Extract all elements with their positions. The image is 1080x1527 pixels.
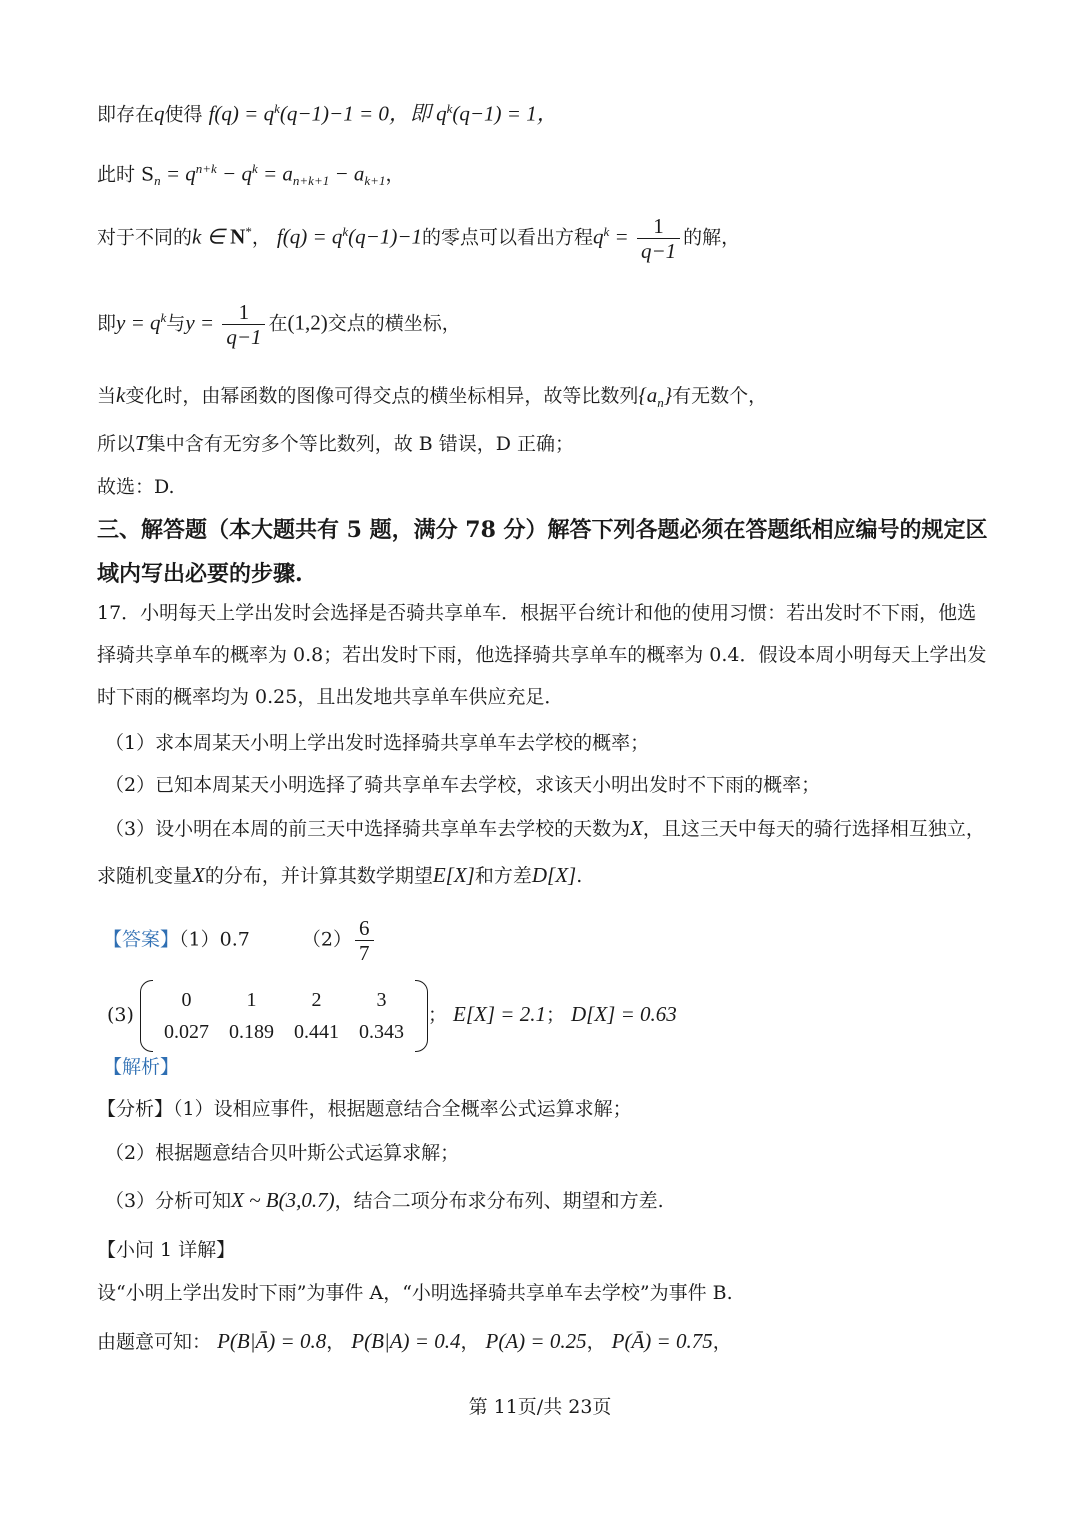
detail-1: 设“小明上学出发时下雨”为事件 A，“小明选择骑共享单车去学校”为事件 B. xyxy=(97,1282,733,1304)
table-row xyxy=(154,984,414,1016)
prob-cell: 0.189 xyxy=(228,1021,274,1043)
text-span: ， xyxy=(385,163,405,186)
text-span: 有无数个， xyxy=(672,385,768,407)
math-span: f(q) = q xyxy=(276,224,343,249)
math-span: = a xyxy=(257,161,293,186)
answer-3-label: (3) xyxy=(107,1004,134,1026)
math-span: − a xyxy=(329,161,365,186)
text-span: 在 xyxy=(268,312,288,335)
math-span: E[X] xyxy=(432,863,475,887)
math-span: = xyxy=(609,224,634,249)
math-span: X ~ B(3,0.7) xyxy=(231,1188,335,1212)
answer-2-fraction xyxy=(355,916,374,965)
math-span: y = q xyxy=(116,310,161,335)
math-sub: n+k+1 xyxy=(292,173,330,189)
math-span: X xyxy=(192,863,205,887)
text-span: 使得 xyxy=(164,103,203,126)
text-span: 即存在 xyxy=(97,103,155,126)
question-2: （2）已知本周某天小明选择了骑共享单车去学校，求该天小明出发时不下雨的概率； xyxy=(105,774,821,796)
analysis-tag: 【解析】 xyxy=(103,1056,180,1078)
text-line-2 xyxy=(97,156,990,194)
text-span: 的零点可以看出方程 xyxy=(421,226,593,249)
text-span: （3）设小明在本周的前三天中选择骑共享单车去学校的天数为 xyxy=(105,818,631,840)
math-span: (q−1)−1 xyxy=(348,224,422,249)
math-span: P(Ā) = 0.75 xyxy=(611,1329,713,1353)
fraction-numerator: 1 xyxy=(238,300,250,324)
math-sub: n xyxy=(657,394,664,410)
math-span: } xyxy=(663,383,673,407)
section-heading: 三、解答题（本大题共有 5 题，满分 78 分）解答下列各题必须在答题纸相应编号的规定区域内写出必要的步骤. xyxy=(97,517,988,587)
math-span: D[X] xyxy=(531,863,577,887)
text-span: 求随机变量 xyxy=(97,865,193,887)
math-sub: n xyxy=(154,173,161,189)
math-sup: n+k xyxy=(195,161,217,176)
fraction-denominator: 7 xyxy=(355,940,374,965)
math-span: k xyxy=(116,383,126,407)
text-span: ，结合二项分布求分布列、期望和方差. xyxy=(334,1190,664,1212)
math-span: T xyxy=(135,431,147,455)
answer-2-label: （2） xyxy=(301,928,353,951)
value-cell: 2 xyxy=(311,989,322,1011)
answer-3-line xyxy=(107,984,990,1048)
text-span: ； xyxy=(427,1004,447,1026)
math-span: q xyxy=(154,101,165,126)
math-span: P(B|Ā) = 0.8 xyxy=(217,1329,327,1353)
text-line-7 xyxy=(97,474,990,500)
distribution-table xyxy=(154,984,414,1048)
fraction-denominator: q−1 xyxy=(637,238,680,263)
math-span: {a xyxy=(638,383,658,407)
math-sup: k xyxy=(342,224,349,240)
question-3 xyxy=(105,815,990,842)
expectation: E[X] = 2.1 xyxy=(453,1002,546,1026)
math-span: k ∈ xyxy=(192,224,231,249)
math-span: − q xyxy=(216,161,252,186)
left-bracket xyxy=(140,980,153,1052)
prob-cell: 0.343 xyxy=(358,1021,404,1043)
text-span: 交点的横坐标， xyxy=(327,312,461,335)
value-cell: 0 xyxy=(181,989,192,1011)
text-span: ， xyxy=(326,1331,346,1353)
text-span: ， xyxy=(712,1331,732,1353)
fraction-denominator: q−1 xyxy=(222,324,265,349)
text-span: 对于不同的 xyxy=(97,226,193,249)
math-span: = q xyxy=(160,161,196,186)
question-1: （1）求本周某天小明上学出发时选择骑共享单车去学校的概率； xyxy=(105,732,650,754)
text-span: 的分布，并计算其数学期望 xyxy=(204,865,433,887)
text-span: 与 xyxy=(166,312,186,335)
math-sup: k xyxy=(274,101,280,116)
math-span: (q−1)−1 = 0，即 q xyxy=(279,101,447,126)
table-row xyxy=(154,1016,414,1048)
math-bold: N xyxy=(230,224,246,249)
text-span: ； xyxy=(545,1004,565,1026)
answer-1: （1）0.7 xyxy=(179,928,250,951)
math-sup: k xyxy=(603,224,610,240)
math-span: y = xyxy=(185,310,220,335)
detail-2 xyxy=(97,1328,990,1355)
math-span: (q−1) = 1， xyxy=(452,101,558,126)
text-span: 和方差 xyxy=(474,865,532,887)
math-span: (1,2) xyxy=(287,310,328,335)
text-span: ，且这三天中每天的骑行选择相互独立， xyxy=(642,818,985,840)
text-span: 即 xyxy=(97,312,117,335)
question-3-cont xyxy=(97,862,990,889)
text-span: ， xyxy=(586,1331,606,1353)
math-span: P(B|A) = 0.4 xyxy=(351,1329,461,1353)
text-span: 的解， xyxy=(683,226,741,249)
analysis-tag-line xyxy=(103,1054,990,1080)
math-span: q xyxy=(593,224,604,249)
math-sup: k xyxy=(251,161,258,176)
text-span: ， xyxy=(251,226,271,249)
fraction xyxy=(222,300,265,349)
analysis-3 xyxy=(105,1187,990,1214)
text-span: （3）分析可知 xyxy=(105,1190,232,1212)
detail-title: 【小问 1 详解】 xyxy=(97,1239,236,1261)
prob-cell: 0.027 xyxy=(163,1021,209,1043)
text-line-1 xyxy=(97,96,990,127)
text-span: 所以 xyxy=(97,433,136,455)
analysis-1: 【分析】（1）设相应事件，根据题意结合全概率公式运算求解； xyxy=(97,1098,632,1120)
math-sub: k+1 xyxy=(364,173,386,189)
math-sup: * xyxy=(245,224,252,240)
problem-statement: 17．小明每天上学出发时会选择是否骑共享单车．根据平台统计和他的使用习惯：若出发时不下雨，他选择骑共享单车的概率为 0.8；若出发时下雨，他选择骑共享单车的概率为 0.4．假设本周小明每天上学出发时下雨的概率均为 0.25，且出发地共享单车供应充足． xyxy=(97,602,987,708)
text-line-5 xyxy=(97,382,990,416)
text-line-3 xyxy=(97,214,990,263)
text-span: 故选：D. xyxy=(97,476,175,498)
text-span: 集中含有无穷多个等比数列，故 B 错误，D 正确； xyxy=(146,433,575,455)
value-cell: 1 xyxy=(246,989,257,1011)
right-bracket xyxy=(415,980,428,1052)
fraction-numerator: 1 xyxy=(653,214,664,238)
answer-line xyxy=(103,916,990,965)
text-span: 变化时，由幂函数的图像可得交点的横坐标相异，故等比数列 xyxy=(125,385,639,407)
prob-cell: 0.441 xyxy=(293,1021,339,1043)
distribution-matrix xyxy=(140,984,428,1048)
text-span: 此时 S xyxy=(97,163,155,186)
text-span: . xyxy=(576,865,583,887)
text-span: ， xyxy=(460,1331,480,1353)
page-footer: 第 11页/共 23页 xyxy=(468,1396,612,1418)
math-sup: k xyxy=(446,101,453,116)
value-cell: 3 xyxy=(376,989,387,1011)
text-span: 由题意可知： xyxy=(97,1331,212,1353)
text-line-4 xyxy=(97,300,990,349)
analysis-2: （2）根据题意结合贝叶斯公式运算求解； xyxy=(105,1142,460,1164)
math-span: f(q) = q xyxy=(208,101,275,126)
answer-tag: 【答案】 xyxy=(103,928,180,951)
math-span: X xyxy=(630,816,643,840)
text-span: 当 xyxy=(97,385,117,407)
math-sup: k xyxy=(160,310,167,326)
math-span: P(A) = 0.25 xyxy=(485,1329,587,1353)
text-line-6 xyxy=(97,430,990,457)
variance: D[X] = 0.63 xyxy=(571,1002,677,1026)
fraction-numerator: 6 xyxy=(359,916,370,940)
fraction xyxy=(637,214,680,263)
